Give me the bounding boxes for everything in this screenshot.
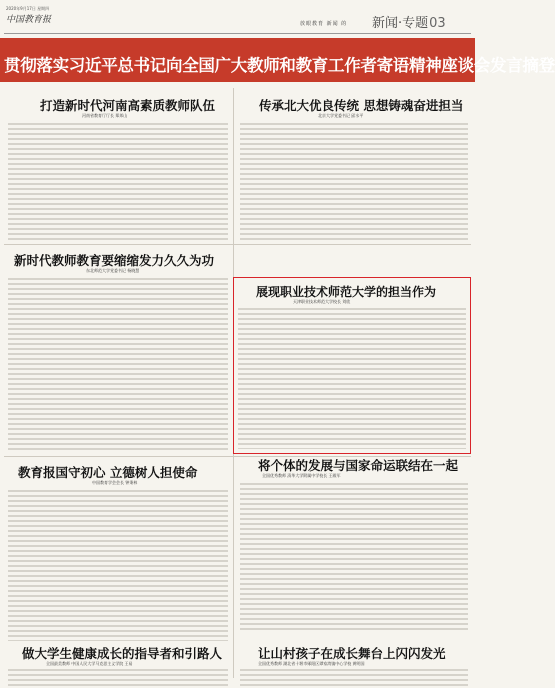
section-name: 新闻·专题	[372, 16, 429, 31]
article-byline: 东北师范大学党委书记 杨晓慧	[86, 268, 140, 273]
article-title: 将个体的发展与国家命运联结在一起	[258, 458, 459, 473]
row-divider	[4, 244, 471, 245]
article-title: 教育报国守初心 立德树人担使命	[18, 465, 198, 480]
highlighted-article-title: 展现职业技术师范大学的担当作为	[256, 285, 437, 299]
page-number: 03	[429, 16, 446, 31]
article-byline: 全国优秀教师 清华大学附属中学校长 王殿军	[262, 473, 341, 478]
article-body	[8, 122, 228, 240]
article-title: 打造新时代河南高素质教师队伍	[40, 98, 216, 113]
article-byline: 中国教育学会会长 钟秉林	[92, 480, 138, 485]
article-byline: 北京大学党委书记 邱水平	[318, 113, 364, 118]
article-body	[8, 489, 228, 641]
article-body	[240, 122, 468, 240]
article-byline: 全国优秀教师 湖北省十堰市郧阳区谭家湾镇中心学校 黄明国	[258, 661, 365, 666]
article-body	[8, 668, 228, 686]
article-body	[240, 668, 468, 686]
newspaper-logo: 中国教育报	[6, 15, 52, 25]
section-label	[372, 12, 446, 31]
highlighted-article-byline: 天津职业技术师范大学校长 刘欣	[293, 299, 351, 304]
article-body	[8, 277, 228, 452]
highlighted-article-body	[238, 307, 466, 449]
masthead-slogan: 放眼教育 新闻 的	[300, 21, 348, 27]
article-byline: 全国最美教师 中国人民大学马克思主义学院 王易	[46, 661, 133, 666]
article-title: 做大学生健康成长的指导者和引路人	[22, 646, 223, 661]
masthead-divider	[4, 33, 471, 34]
article-title: 让山村孩子在成长舞台上闪闪发光	[258, 646, 446, 661]
article-title: 新时代教师教育要缩缩发力久久为功	[14, 253, 215, 268]
article-title: 传承北大优良传统 思想铸魂奋进担当	[259, 98, 464, 113]
article-body	[240, 482, 468, 630]
issue-date: 2020年9月17日 星期四	[6, 6, 50, 11]
banner-title: 贯彻落实习近平总书记向全国广大教师和教育工作者寄语精神座谈会发言摘登	[4, 56, 555, 75]
article-byline: 河南省教育厅厅长 郑邦山	[82, 113, 128, 118]
